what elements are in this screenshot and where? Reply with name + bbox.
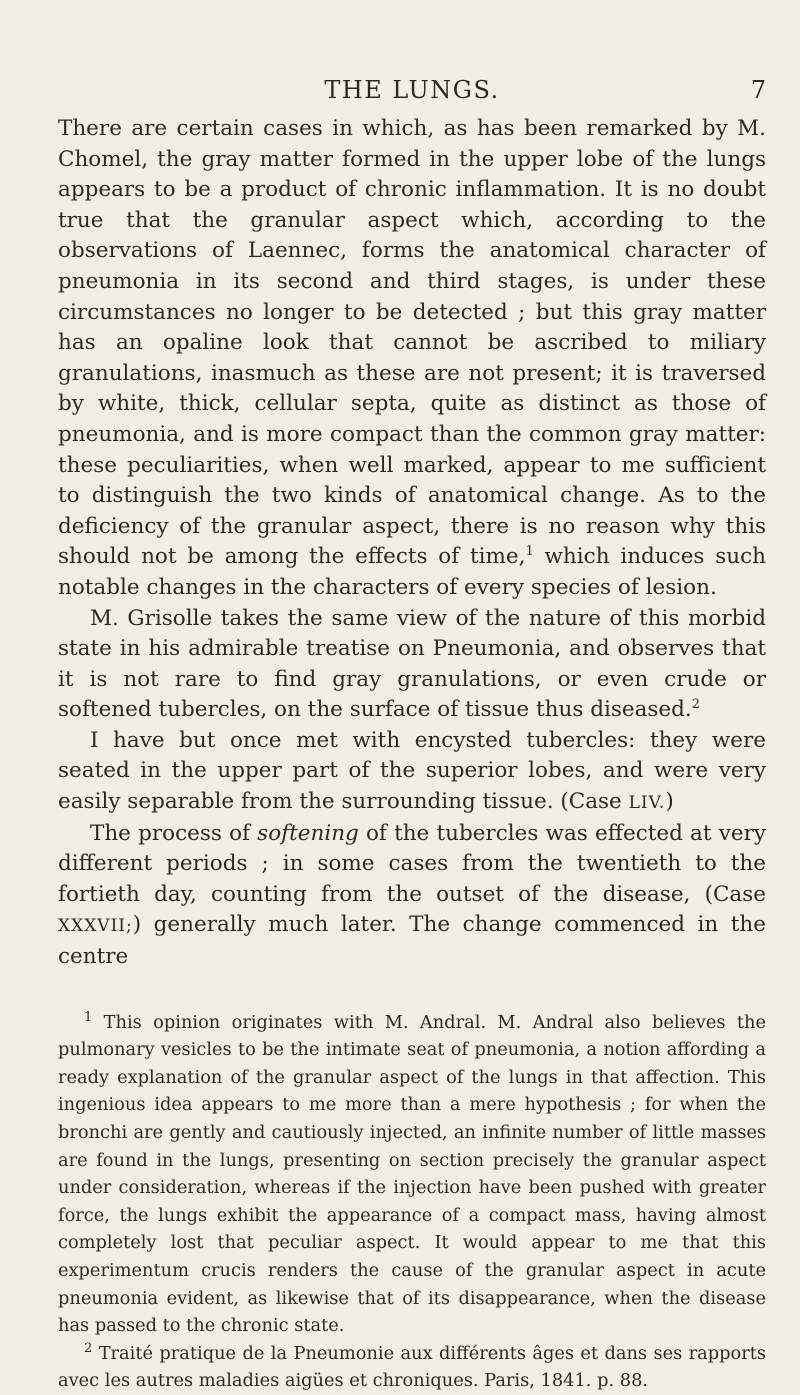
- page-number: 7: [750, 76, 766, 104]
- footnotes: [58, 1009, 766, 1395]
- case-reference: XXXVII;: [58, 916, 133, 937]
- footnote-text: This opinion originates with M. Andral. M. Andral also believes the pulmonary vesicles to be the intimate seat of pneumonia, a notion affording a ready explanation of the granular aspect of the lungs in that affection. This ingenious idea appears to me more than a mere hypothesis ; for when the bronchi are gently and cautiously injected, an infinite number of little masses are found in the lungs, presenting on section precisely the granular aspect under consideration, whereas if the injection have been pushed with greater force, the lungs exhibit the appearance of a compact mass, having almost completely lost that peculiar aspect. It would appear to me that this experimentum crucis renders the cause of the granular aspect in acute pneumonia evident, as likewise that of its disappearance, when the disease has passed to the chronic state.: [58, 1011, 767, 1337]
- footnote-mark: 2: [84, 1340, 93, 1356]
- paragraph-text: There are certain cases in which, as has been remarked by M. Chomel, the gray matter formed in the upper lobe of the lungs appears to be a product of chronic inflammation. It is no doubt true that the granular aspect which, according to the observations of Laennec, forms the anatomical character of pneumonia in its second and third stages, is under these circumstances no longer to be detected ; but this gray matter has an opaline look that cannot be ascribed to miliary granulations, inasmuch as these are not present; it is traversed by white, thick, cellular septa, quite as distinct as those of pneumonia, and is more compact than the common gray matter: these peculiarities, when well marked, appear to me sufficient to distinguish the two kinds of anatomical change. As to the deficiency of the granular aspect, there is no reason why this should not be among the effects of time,: [58, 116, 766, 570]
- footnote-marker: 2: [691, 697, 701, 713]
- footnote-mark: 1: [84, 1009, 93, 1025]
- paragraph-text: I have but once met with encysted tubercles: they were seated in the upper part of the superior lobes, and were very easily separable from the surrounding tissue. (Case: [58, 727, 766, 815]
- paragraph-1: [58, 114, 766, 604]
- paragraph-3: [58, 726, 766, 819]
- paragraph-text: The process of: [90, 820, 258, 846]
- paragraph-text: ): [665, 789, 674, 815]
- running-title: THE LUNGS.: [324, 76, 500, 104]
- paragraph-text: which induces such notable changes in the characters of every species of lesion.: [58, 544, 767, 600]
- footnote-text: Traité pratique de la Pneumonie aux différents âges et dans ses rapports avec les autres maladies aigües et chroniques. Paris, 1841. p. 88.: [58, 1342, 766, 1392]
- page-header: [58, 76, 766, 106]
- paragraph-2: [58, 604, 766, 726]
- paragraph-4: [58, 819, 766, 973]
- paragraph-text: ) generally much later. The change commenced in the centre: [58, 912, 766, 970]
- paragraph-text: M. Grisolle takes the same view of the nature of this morbid state in his admirable treatise on Pneumonia, and observes that it is not rare to find gray granulations, or even crude or softened tubercles, on the surface of tissue thus diseased.: [58, 605, 766, 723]
- footnote-1: [58, 1009, 766, 1340]
- body-text: [58, 114, 766, 973]
- paragraph-text: of the tubercles was effected at very different periods ; in some cases from the twentieth to the fortieth day, counting from the outset of the disease, (Case: [58, 820, 766, 907]
- case-reference: LIV.: [628, 793, 666, 814]
- footnote-2: [58, 1340, 766, 1395]
- book-page: [58, 76, 766, 1395]
- footnote-marker: 1: [525, 544, 534, 560]
- emphasis: softening: [257, 820, 359, 846]
